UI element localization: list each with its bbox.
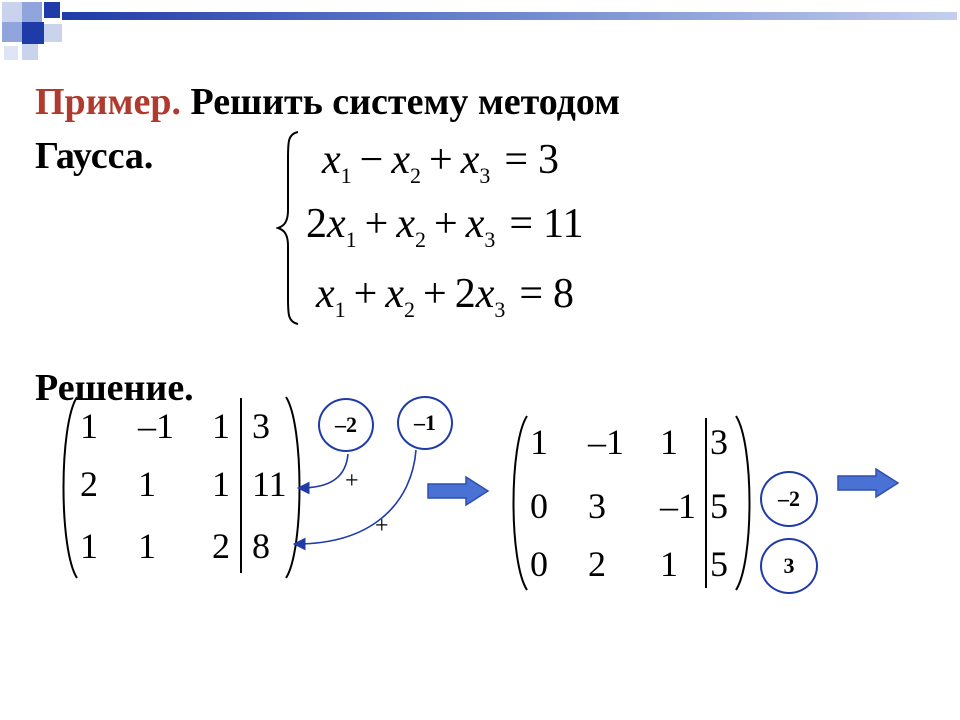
- equals-sign: =: [509, 201, 534, 247]
- task-text-line1: Решить систему методом: [190, 81, 621, 123]
- matrix-1-cell: –1: [138, 406, 174, 446]
- equals-sign: =: [519, 271, 544, 317]
- plus-sign: +: [375, 513, 389, 539]
- matrix-1-cell: 1: [138, 464, 156, 504]
- matrix-2-cell: 3: [588, 486, 606, 526]
- equation-term: $x_1$: [316, 271, 346, 322]
- equation-term: +: [423, 271, 447, 317]
- equation-rhs: 11: [543, 201, 584, 247]
- equation-term: +: [434, 201, 458, 247]
- slide-title: [35, 80, 620, 124]
- equation-1: [318, 136, 559, 189]
- equation-rhs: 8: [553, 271, 575, 317]
- equation-term: $x_1$: [322, 137, 352, 188]
- matrix-2-cell: 1: [530, 422, 548, 462]
- transition-arrow-icon: [426, 474, 492, 508]
- equation-2: [302, 200, 583, 253]
- equation-term: −: [359, 137, 384, 183]
- matrix-2-cell: 0: [530, 544, 548, 584]
- matrix-2-cell: 5: [710, 544, 728, 584]
- matrix-1-cell: 2: [212, 526, 230, 566]
- header-bar: [62, 12, 957, 20]
- equation-term: $x_2$: [385, 271, 415, 322]
- matrix-2-cell: 3: [710, 422, 728, 462]
- matrix-1-cell: 11: [252, 464, 287, 504]
- matrix-2-cell: –1: [588, 422, 624, 462]
- matrix-1-cell: 2: [80, 464, 98, 504]
- matrix-1-augment-bar: [240, 398, 242, 573]
- equation-term: $x_3$: [465, 201, 496, 252]
- equation-rhs: 3: [538, 137, 560, 183]
- matrix-2-right-paren: [728, 414, 758, 592]
- equation-term: $2x_3$: [454, 271, 506, 322]
- equation-3: [312, 270, 574, 323]
- matrix-2-cell: 1: [660, 422, 678, 462]
- transition-arrow-icon: [836, 466, 902, 500]
- matrix-1-cell: 1: [212, 464, 230, 504]
- matrix-2-cell: 2: [588, 544, 606, 584]
- matrix-2-cell: 1: [660, 544, 678, 584]
- equation-term: +: [364, 201, 389, 247]
- matrix-1-cell: 8: [252, 526, 270, 566]
- multiplier-circle-3: [760, 538, 818, 594]
- multiplier-value: –2: [335, 412, 357, 437]
- equation-term: +: [353, 271, 378, 317]
- example-label: Пример.: [35, 81, 181, 123]
- multiplier-value: –1: [414, 410, 436, 435]
- multiplier-circle-minus2: [760, 471, 818, 527]
- matrix-2-cell: 0: [530, 486, 548, 526]
- multiplier-value: 3: [783, 553, 795, 578]
- equation-term: $x_2$: [391, 137, 421, 188]
- matrix-1-cell: 1: [80, 526, 98, 566]
- matrix-1-cell: 1: [212, 406, 230, 446]
- equation-term: $x_2$: [396, 201, 426, 252]
- multiplier-value: –2: [778, 486, 800, 511]
- matrix-1-cell: 1: [138, 526, 156, 566]
- matrix-2-cell: –1: [660, 486, 696, 526]
- matrix-2-cell: 5: [710, 486, 728, 526]
- plus-sign: +: [345, 468, 359, 494]
- equals-sign: =: [504, 137, 529, 183]
- matrix-1-cell: 1: [80, 406, 98, 446]
- matrix-2-augment-bar: [705, 418, 707, 588]
- matrix-1-cell: 3: [252, 406, 270, 446]
- equation-term: $2x_1$: [306, 201, 357, 252]
- solution-label: Решение.: [35, 367, 194, 409]
- equation-term: $x_3$: [460, 137, 491, 188]
- task-text-line2: Гаусса.: [35, 135, 154, 177]
- system-brace: [276, 128, 302, 328]
- equation-term: +: [429, 137, 453, 183]
